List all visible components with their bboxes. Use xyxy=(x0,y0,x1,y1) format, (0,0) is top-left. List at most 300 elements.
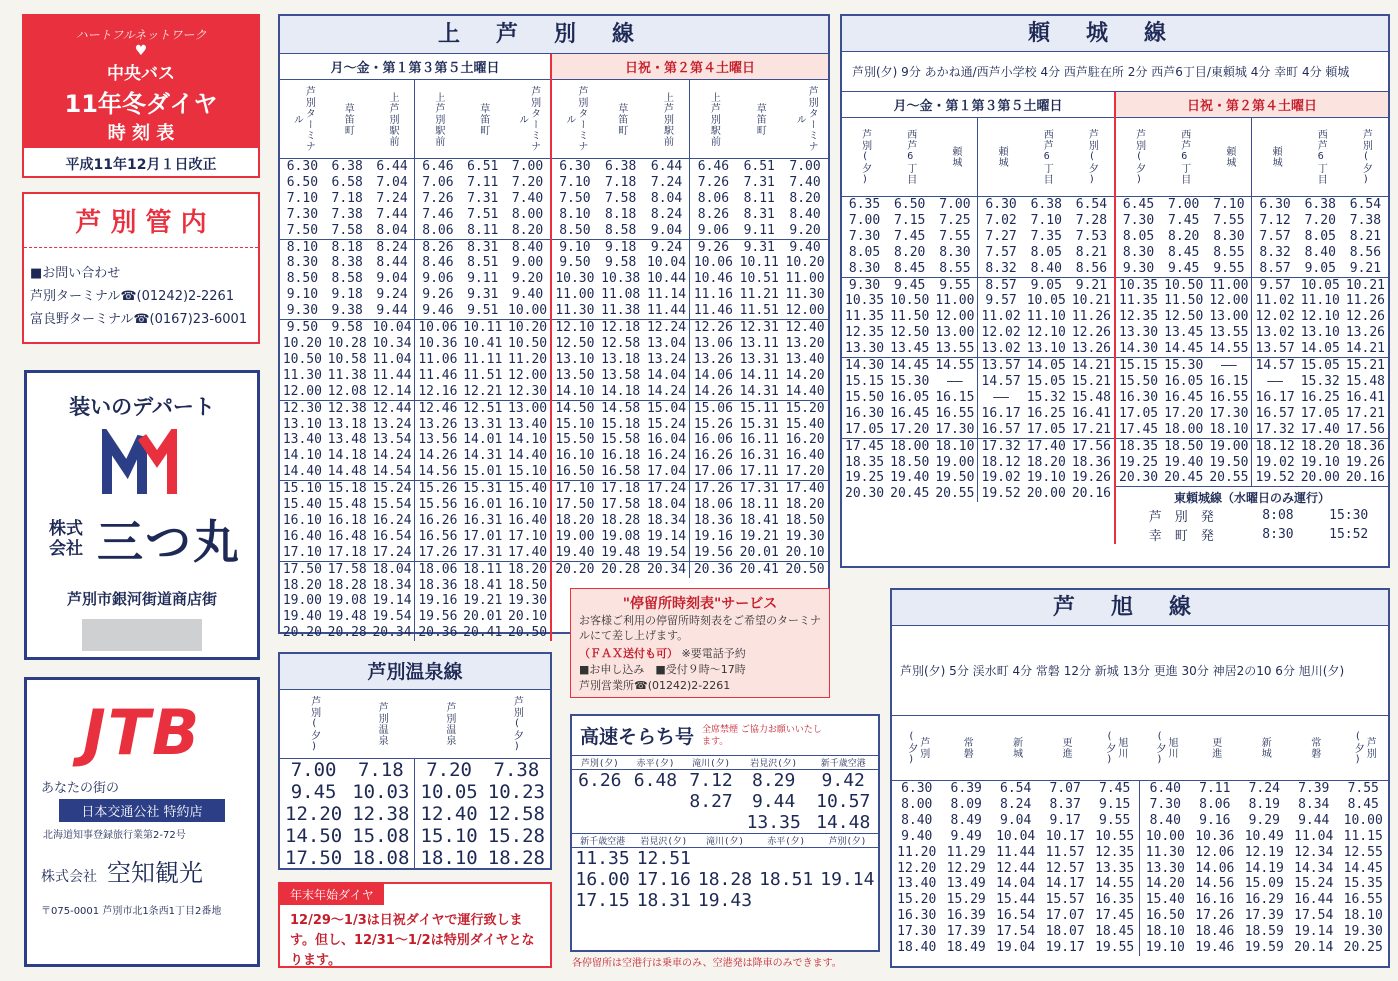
time-cell: 16.18 xyxy=(601,448,641,464)
time-cell: 10.05 xyxy=(1026,293,1066,309)
time-cell: 9.49 xyxy=(950,828,982,844)
time-cell: 15.11 xyxy=(736,400,782,416)
time-cell: 13.40 xyxy=(282,432,322,448)
column-header-label: 草笛町 xyxy=(477,102,489,136)
column-header xyxy=(1252,118,1298,197)
time-cell: 20.36 xyxy=(415,625,460,641)
time-cell: 7.00 xyxy=(939,197,971,212)
column-header-label: 芦別ターミナル xyxy=(516,86,540,152)
time-cell: 10.20 xyxy=(505,320,550,336)
time-cell: 14.45 xyxy=(1164,341,1204,357)
table-row xyxy=(280,191,550,207)
time-cell: 9.16 xyxy=(1199,812,1231,828)
table-row xyxy=(552,320,828,336)
time-cell: 17.54 xyxy=(996,924,1036,940)
time-cell: 19.21 xyxy=(463,593,503,609)
column-header xyxy=(1289,716,1338,781)
time-cell: 20.50 xyxy=(508,625,548,641)
time-cell: 12.02 xyxy=(1252,309,1298,325)
time-cell: 7.27 xyxy=(978,229,1024,245)
ad-mitsumaru xyxy=(24,370,260,660)
time-cell: 7.10 xyxy=(1213,197,1245,212)
time-cell: 9.57 xyxy=(978,293,1024,309)
time-cell: 20.45 xyxy=(1164,470,1204,486)
time-cell: 16.41 xyxy=(1071,405,1111,421)
time-cell: 17.10 xyxy=(552,481,598,497)
column-header xyxy=(892,716,941,781)
time-cell: 7.11 xyxy=(1199,781,1231,796)
time-cell: 15.26 xyxy=(415,481,460,497)
table-row xyxy=(1116,422,1388,438)
time-cell: 18.06 xyxy=(690,497,736,513)
table-row xyxy=(280,303,550,319)
time-cell: 18.04 xyxy=(370,561,415,577)
time-cell: 17.21 xyxy=(1345,405,1385,421)
table-row xyxy=(1116,229,1388,245)
time-cell: 10.20 xyxy=(785,255,825,271)
redacted-block xyxy=(82,619,202,651)
time-cell: 10.50 xyxy=(508,335,548,351)
time-cell: 18.50 xyxy=(1161,438,1206,454)
time-cell: 14.21 xyxy=(1069,358,1114,374)
table-row xyxy=(842,406,1114,422)
time-cell: 18.00 xyxy=(887,438,932,454)
time-cell: 10.00 xyxy=(508,303,548,319)
time-cell: 9.18 xyxy=(331,287,363,303)
time-cell: 7.10 xyxy=(559,174,591,190)
time-cell: 20.55 xyxy=(935,486,975,502)
terminal-phone-furano: 富良野ターミナル☎(0167)23-6001 xyxy=(30,312,248,327)
time-cell: 6.38 xyxy=(605,159,637,174)
time-cell: 15.15 xyxy=(845,373,885,389)
time-cell: 20.20 xyxy=(552,561,598,577)
time-cell: 9.55 xyxy=(1099,812,1131,828)
time-cell: 16.40 xyxy=(785,448,825,464)
time-cell: 12.16 xyxy=(415,384,460,400)
time-cell: 9.30 xyxy=(842,277,887,293)
time-cell: 7.00 xyxy=(789,159,821,174)
time-cell: 18.28 xyxy=(697,869,753,890)
raijo-weekday xyxy=(842,92,1116,544)
column-header-label: 芦別ターミナル xyxy=(291,86,315,152)
time-cell: 19.14 xyxy=(1294,924,1334,940)
time-cell: 15.30 xyxy=(1161,358,1206,374)
east-raijo-label: 東頼城線（水曜日のみ運行） xyxy=(1116,486,1388,506)
time-cell: 9.57 xyxy=(1252,277,1298,293)
column-header xyxy=(1190,716,1239,781)
time-cell: 11.38 xyxy=(327,367,367,383)
time-cell: 11.50 xyxy=(1164,293,1204,309)
time-cell: 9.10 xyxy=(286,287,319,303)
time-cell: 19.25 xyxy=(845,470,885,486)
time-cell xyxy=(694,848,755,870)
time-cell: 8.30 xyxy=(1122,244,1155,260)
table-row xyxy=(1116,406,1388,422)
table-row xyxy=(280,159,550,175)
column-header xyxy=(1206,118,1252,197)
time-cell: 17.16 xyxy=(636,869,691,890)
time-cell: 14.04 xyxy=(996,876,1036,892)
time-cell: 15.48 xyxy=(1345,373,1385,389)
column-header xyxy=(694,834,755,848)
column-header-label: 芦別(夕) xyxy=(511,695,523,753)
time-cell: 17.58 xyxy=(601,497,641,513)
time-cell: 17.18 xyxy=(327,544,367,560)
time-cell: 7.58 xyxy=(331,222,363,238)
time-cell: 16.54 xyxy=(996,908,1036,924)
column-header xyxy=(1343,118,1388,197)
time-cell: 10.28 xyxy=(327,335,367,351)
time-cell: 9.46 xyxy=(415,303,460,319)
time-cell: 19.56 xyxy=(415,609,460,625)
time-cell: 8.24 xyxy=(1000,796,1032,812)
time-cell: 14.24 xyxy=(646,383,687,399)
time-cell: 17.50 xyxy=(280,561,325,577)
time-cell: 9.26 xyxy=(415,287,460,303)
column-header xyxy=(1090,716,1140,781)
time-cell: 12.26 xyxy=(1345,309,1385,325)
time-cell: 9.44 xyxy=(1298,812,1330,828)
time-cell: 14.26 xyxy=(690,384,736,400)
column-header xyxy=(280,80,325,159)
time-cell: 16.04 xyxy=(646,432,687,448)
east-raijo-table xyxy=(1116,506,1388,544)
time-cell: 18.34 xyxy=(646,512,687,528)
time-cell: 16.50 xyxy=(555,464,595,480)
time-cell: 8.31 xyxy=(743,206,775,222)
column-header-label: 滝川(夕) xyxy=(706,837,744,847)
time-cell: 16.57 xyxy=(978,422,1024,438)
company-name: 中央バス xyxy=(107,64,175,84)
time-cell: 8.38 xyxy=(331,255,363,271)
time-cell: 14.48 xyxy=(816,812,871,833)
column-header xyxy=(505,80,550,159)
time-cell: —— xyxy=(978,390,1024,406)
column-header xyxy=(739,756,809,770)
time-cell: 8.50 xyxy=(559,222,591,238)
time-cell: 12.20 xyxy=(897,860,937,876)
time-cell: 17.54 xyxy=(1294,908,1334,924)
time-cell: 14.57 xyxy=(1252,358,1298,374)
time-cell: 8.32 xyxy=(1252,245,1298,261)
time-cell: 14.10 xyxy=(555,383,595,399)
time-cell: 9.17 xyxy=(1049,812,1081,828)
time-cell: 19.02 xyxy=(1252,455,1298,471)
time-cell: 8.56 xyxy=(1349,244,1382,260)
time-cell: 10.49 xyxy=(1244,828,1284,844)
time-cell: 18.00 xyxy=(1164,421,1204,437)
time-cell: 11.21 xyxy=(739,287,779,303)
time-cell: 18.41 xyxy=(463,577,503,593)
time-cell: 11.11 xyxy=(463,351,503,367)
time-cell: 19.08 xyxy=(327,593,367,609)
table-row xyxy=(842,197,1114,213)
time-cell: 18.08 xyxy=(352,847,410,869)
table-row xyxy=(842,325,1114,341)
table-row xyxy=(280,625,550,641)
table-row xyxy=(552,417,828,433)
time-cell: 12.00 xyxy=(282,383,322,399)
time-cell: 12.26 xyxy=(1071,325,1111,341)
time-cell: 10.44 xyxy=(646,271,687,287)
time-cell: 18.28 xyxy=(327,577,367,593)
column-header xyxy=(1140,716,1190,781)
time-cell: 12.35 xyxy=(1095,844,1135,860)
time-cell: 18.10 xyxy=(1343,908,1383,924)
time-cell: 8.20 xyxy=(511,222,544,238)
time-cell: 7.45 xyxy=(894,228,926,244)
time-cell: 8.49 xyxy=(950,812,982,828)
column-header-label: 滝川(夕) xyxy=(692,759,731,769)
time-cell: 7.06 xyxy=(415,175,460,191)
time-cell: 17.45 xyxy=(842,438,887,454)
time-cell: 13.50 xyxy=(555,367,595,383)
time-cell: 18.49 xyxy=(946,940,986,956)
time-cell: 15.24 xyxy=(646,416,687,432)
time-cell: 8.56 xyxy=(1075,260,1108,276)
time-cell: 11.30 xyxy=(555,303,595,319)
column-header-label: 新城 xyxy=(1259,737,1271,759)
time-cell: 13.35 xyxy=(746,812,801,833)
time-cell: 8.06 xyxy=(690,191,736,207)
time-cell: 17.40 xyxy=(1300,421,1340,437)
time-cell xyxy=(628,791,684,812)
time-cell: 14.01 xyxy=(463,432,503,448)
column-header-label: 芦別(夕) xyxy=(1133,128,1145,186)
time-cell: 13.40 xyxy=(897,876,937,892)
table-row xyxy=(1116,341,1388,357)
time-cell: 7.18 xyxy=(605,174,637,190)
column-header xyxy=(1161,118,1206,197)
table-row xyxy=(280,336,550,352)
table-row xyxy=(842,245,1114,261)
time-cell: 16.20 xyxy=(785,432,825,448)
time-cell: 7.46 xyxy=(415,207,460,223)
time-cell: 7.11 xyxy=(467,174,499,190)
column-header xyxy=(460,80,505,159)
holiday-section xyxy=(552,54,828,641)
column-header-label: 西芦6丁目 xyxy=(1315,129,1327,185)
time-cell: 11.10 xyxy=(1300,293,1340,309)
time-cell: 7.38 xyxy=(1349,212,1382,228)
column-header-label: 芦別(夕) xyxy=(1086,128,1098,186)
time-cell: 20.28 xyxy=(598,561,644,577)
time-cell: 18.20 xyxy=(505,561,550,577)
time-cell: 10.58 xyxy=(327,351,367,367)
time-cell: 19.48 xyxy=(327,609,367,625)
column-header xyxy=(633,834,694,848)
time-cell: 18.36 xyxy=(415,578,460,594)
time-cell: 11.08 xyxy=(601,287,641,303)
time-cell: 12.10 xyxy=(552,320,598,336)
time-cell: 17.31 xyxy=(736,481,782,497)
time-cell: 10.21 xyxy=(1071,293,1111,309)
time-cell: 6.38 xyxy=(1304,197,1336,212)
time-cell: 9.15 xyxy=(1099,796,1131,812)
time-cell: 14.20 xyxy=(1140,876,1190,892)
time-cell: 15.08 xyxy=(352,825,410,847)
column-header-label: 芦別(夕) xyxy=(580,759,619,769)
time-cell: 19.14 xyxy=(820,869,875,890)
table-row xyxy=(1116,245,1388,261)
time-cell: 7.51 xyxy=(467,206,499,222)
time-cell: 16.30 xyxy=(1119,389,1159,405)
time-cell: 17.20 xyxy=(785,464,825,480)
time-cell: 16.25 xyxy=(1300,389,1340,405)
time-cell: 7.26 xyxy=(690,175,736,191)
time-cell: 6.26 xyxy=(578,770,622,791)
table-row xyxy=(842,358,1114,374)
time-cell: 8.34 xyxy=(1298,796,1330,812)
column-header-label: 上芦別駅前 xyxy=(708,91,720,147)
time-cell: 7.40 xyxy=(511,190,544,206)
time-cell: 15.18 xyxy=(601,416,641,432)
time-cell: 12.58 xyxy=(487,803,545,825)
time-cell xyxy=(817,848,878,870)
time-cell: 14.40 xyxy=(508,448,548,464)
time-cell: 9.30 xyxy=(286,303,319,319)
newyear-title: 年末年始ダイヤ xyxy=(280,884,384,905)
time-cell: 7.45 xyxy=(1168,212,1200,228)
time-cell: 17.50 xyxy=(555,497,595,513)
holiday-label: 日祝・第２第４土曜日 xyxy=(552,54,828,80)
time-cell: 15.20 xyxy=(897,892,937,908)
time-cell: 6.44 xyxy=(650,159,683,174)
time-cell: 15:30 xyxy=(1329,508,1369,524)
time-cell: 10.38 xyxy=(601,271,641,287)
time-cell: —— xyxy=(947,373,963,389)
table-row xyxy=(1116,277,1388,293)
table-row xyxy=(280,448,550,464)
table-row xyxy=(1116,438,1388,454)
time-cell: 15.40 xyxy=(785,416,825,432)
table-row xyxy=(280,464,550,480)
time-cell: 11.30 xyxy=(282,367,322,383)
table-row xyxy=(842,341,1114,357)
time-cell: 17.32 xyxy=(978,438,1024,454)
time-cell: 8.37 xyxy=(1049,796,1081,812)
time-cell: 8.50 xyxy=(286,271,319,287)
time-cell: 14.05 xyxy=(1300,341,1340,357)
time-cell: 18.51 xyxy=(759,869,814,890)
column-header xyxy=(644,80,690,159)
time-cell: 8.09 xyxy=(950,796,982,812)
time-cell: 13.48 xyxy=(327,432,367,448)
time-cell: 14.18 xyxy=(601,383,641,399)
time-cell: 16.57 xyxy=(1252,406,1298,422)
time-cell: 16.16 xyxy=(1195,892,1235,908)
time-cell: 8.06 xyxy=(1199,796,1231,812)
column-header-label: 芦別温泉 xyxy=(443,702,455,746)
time-cell: 12.38 xyxy=(325,400,370,416)
time-cell: 10.06 xyxy=(415,320,460,336)
time-cell: 20.34 xyxy=(372,625,412,641)
time-cell: 14.30 xyxy=(1119,341,1159,357)
time-cell: 8.05 xyxy=(848,244,881,260)
time-cell: 20.36 xyxy=(690,561,736,577)
time-cell: 17.30 xyxy=(897,924,937,940)
time-cell: 9.18 xyxy=(598,239,644,255)
time-cell: 18.04 xyxy=(646,497,687,513)
time-cell: 12.00 xyxy=(1209,293,1249,309)
table-row xyxy=(892,861,1388,877)
time-cell: 7.26 xyxy=(415,191,460,207)
time-cell: 17.20 xyxy=(1164,405,1204,421)
column-header xyxy=(1240,716,1289,781)
time-cell: 10.20 xyxy=(282,335,322,351)
time-cell: 18.41 xyxy=(739,512,779,528)
sorachi-title: 高速そらち号 xyxy=(580,726,695,748)
column-header xyxy=(415,690,483,759)
time-cell: 12.14 xyxy=(372,383,412,399)
time-cell: 10.57 xyxy=(816,791,871,812)
table-row xyxy=(1116,293,1388,309)
time-cell: 12.18 xyxy=(598,320,644,336)
time-cell: 12.20 xyxy=(285,803,343,825)
time-cell: 12.51 xyxy=(460,400,505,416)
time-cell: 10.00 xyxy=(1343,812,1383,828)
table-row xyxy=(280,847,550,869)
time-cell: 9.05 xyxy=(1304,260,1336,276)
column-header-label: 芦別(夕) xyxy=(308,695,320,753)
office-phone: 芦別営業所☎(01242)2-2261 xyxy=(579,679,731,692)
time-cell: 20.41 xyxy=(463,625,503,641)
table-row xyxy=(1116,390,1388,406)
time-cell: 10.36 xyxy=(415,336,460,352)
time-cell: 15.10 xyxy=(280,481,325,497)
column-header-label: 草笛町 xyxy=(615,102,627,136)
time-cell: 18.20 xyxy=(1026,454,1066,470)
table-row xyxy=(280,561,550,577)
time-cell: 16.39 xyxy=(946,908,986,924)
time-cell: 12.02 xyxy=(978,325,1024,341)
table-row xyxy=(572,770,878,792)
table-row xyxy=(892,924,1388,940)
time-cell: 15.24 xyxy=(370,481,415,497)
time-cell: 13.58 xyxy=(601,367,641,383)
time-cell: 13.31 xyxy=(739,351,779,367)
kamiashibetsu-title: 上芦別線 xyxy=(280,16,828,54)
time-cell: 16.10 xyxy=(508,497,548,513)
time-cell: 6.51 xyxy=(467,159,499,174)
raijo-weekday-table xyxy=(842,118,1114,502)
time-cell: 15.05 xyxy=(1026,373,1066,389)
time-cell: 18.20 xyxy=(282,577,322,593)
table-row xyxy=(1116,374,1388,390)
time-cell: 18.40 xyxy=(897,940,937,956)
time-cell: 11.02 xyxy=(1252,293,1298,309)
time-cell: 15.20 xyxy=(782,400,828,416)
time-cell: 9.50 xyxy=(559,255,591,271)
time-cell: 11.35 xyxy=(1119,293,1159,309)
time-cell: 18.59 xyxy=(1244,924,1284,940)
time-cell: 7.55 xyxy=(1347,781,1379,796)
time-cell: 20.00 xyxy=(1300,470,1340,486)
table-row xyxy=(280,803,550,825)
time-cell: 7.04 xyxy=(376,174,408,190)
table-row xyxy=(572,848,878,870)
table-row xyxy=(280,497,550,513)
time-cell: 13.02 xyxy=(1252,325,1298,341)
time-cell: 19.25 xyxy=(1119,454,1159,470)
time-cell: 19.10 xyxy=(1140,940,1190,956)
time-cell: 19.00 xyxy=(282,593,322,609)
table-row xyxy=(1116,261,1388,277)
time-cell: 7.38 xyxy=(493,759,540,781)
time-cell: 14.55 xyxy=(932,358,978,374)
column-header xyxy=(683,756,739,770)
time-cell: 8.24 xyxy=(370,239,415,255)
